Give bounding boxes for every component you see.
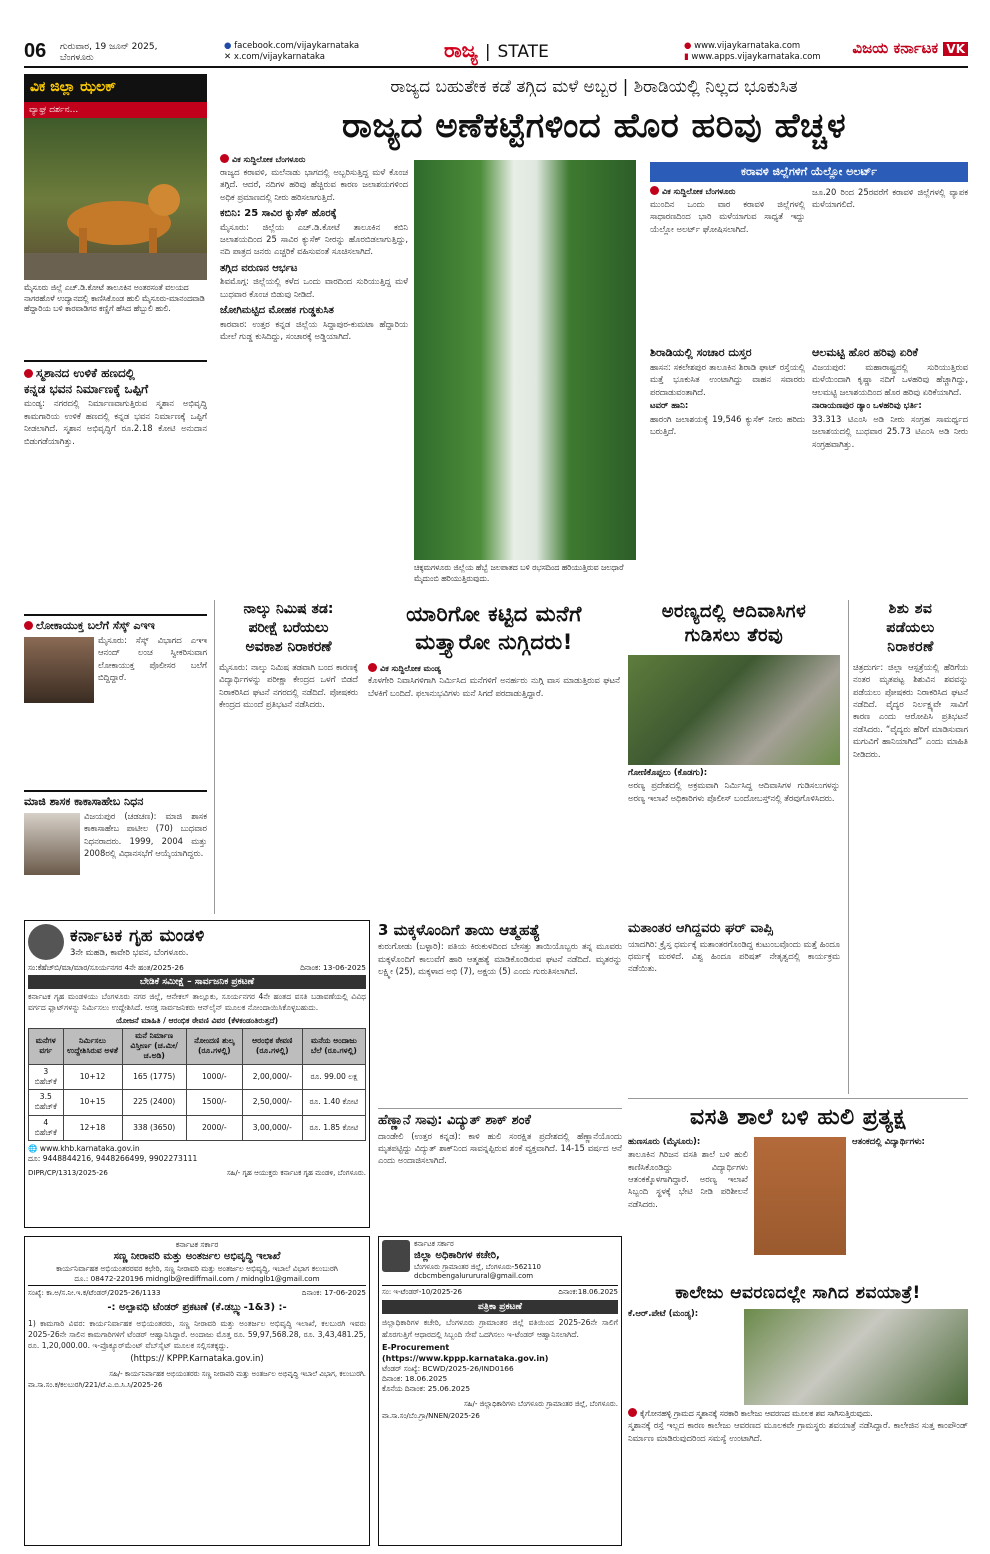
tiger-headline: ವಸತಿ ಶಾಲೆ ಬಳಿ ಹುಲಿ ಪ್ರತ್ಯಕ್ಷ xyxy=(690,1105,906,1130)
housing-col-header: ಮನೆಗಳ ವರ್ಗ xyxy=(29,1028,64,1064)
shiradi-paragraph-2: ಹಾರಂಗಿ ಜಲಾಶಯಕ್ಕೆ 19,546 ಕ್ಯುಸೆಕ್ ನೀರು ಹರಿದು ಬರುತ್ತಿದೆ. xyxy=(650,413,805,437)
tender-subtitle: ಕಾರ್ಯನಿರ್ವಾಹಕ ಅಭಿಯಂತರರವರ ಕಛೇರಿ, ಸಣ್ಣ ನೀರಾವರಿ ಮತ್ತು ಅಂತರ್ಜಲ ಅಭಿವೃದ್ಧಿ, ಇಬಾಲೆ ವಿಭಾಗ ಕಲುಬುರಗಿ xyxy=(56,1263,338,1273)
tender-website[interactable]: (https:// KPPP.Karnataka.gov.in) xyxy=(130,1354,264,1365)
lead-sub-3: ಜೋಗಿಮಟ್ಟಿದ ಮೋಹಕ ಗುಡ್ಡಕುಸಿತ xyxy=(220,305,334,317)
mother-body: ಕುರುಗೋಡು (ಬಳ್ಳಾರಿ): ಪತಿಯ ಕಿರುಕುಳದಿಂದ ಬೇಸತ್ತು ತಾಯಿಯೊಬ್ಬರು ತನ್ನ ಮೂವರು ಮಕ್ಕಳೊಂದಿಗೆ ಕಾಲುವೆಗೆ ಹಾರಿ ಆತ್ಮಹತ್ಯೆ ಮಾಡಿಕೊಂಡಿರುವ ಘಟನೆ ನಡೆದಿದೆ. ಮೃತರನ್ನು ಲಕ್ಷ್ಮೀ (25), ಮಕ್ಕಳಾದ ಅಭಿ (7), ಅಕ್ಷಯ (5) ಎಂದು ಗುರುತಿಸಲಾಗಿದೆ. xyxy=(378,941,622,977)
shiradi-headline: ಶಿರಾಡಿಯಲ್ಲಿ ಸಂಚಾರ ದುಸ್ತರ xyxy=(650,346,752,359)
housing-notice: ಬೇಡಿಕೆ ಸಮೀಕ್ಷೆ – ಸಾರ್ವಜನಿಕ ಪ್ರಕಟಣೆ xyxy=(28,975,366,989)
housing-table-cell: 12+18 xyxy=(63,1115,122,1141)
facebook-icon: ● xyxy=(224,41,232,51)
housing-table-cell: ರೂ. 1.40 ಕೋಟಿ xyxy=(302,1090,365,1116)
shiradi-story xyxy=(650,346,805,594)
page-number: 06 xyxy=(24,40,47,62)
housing-table-cell: 338 (3650) xyxy=(122,1115,186,1141)
forest-story xyxy=(628,600,840,914)
housing-ref: ಸಂ:ಕೆಹೆಚ್‌ಬಿ/ಮಾ/ಮಾರ/ಸೂರ್ಯನಗರ 4ನೇ ಹಂತ/2025-26 xyxy=(28,963,184,972)
funeral-caption xyxy=(628,1408,968,1420)
kannada-bhavan-story xyxy=(24,360,207,608)
dam-paragraph-1: ವಿಜಯಪುರ: ಮಹಾರಾಷ್ಟ್ರದಲ್ಲಿ ಸುರಿಯುತ್ತಿರುವ ಮಳೆಯಿಂದಾಗಿ ಕೃಷ್ಣಾ ನದಿಗೆ ಒಳಹರಿವು ಹೆಚ್ಚಾಗಿದ್ದು, ಆಲಮಟ್ಟಿ ಜಲಾಶಯದಿಂದ ಹೊರ ಹರಿವು ಏರಿಕೆಯಾಗಿದೆ. xyxy=(812,361,968,397)
housing-table-cell: 1500/- xyxy=(186,1090,242,1116)
housing-col-header: ನಿರ್ಮಿಸಲು ಉದ್ದೇಶಿಸಿರುವ ಅಳತೆ xyxy=(63,1028,122,1064)
housing-table-row xyxy=(29,1115,366,1141)
lokayukta-photo xyxy=(24,637,94,703)
housing-table-cell: ರೂ. 99.00 ಲಕ್ಷ xyxy=(302,1064,365,1090)
housing-dipr: DIPR/CP/1313/2025-26 xyxy=(28,1168,108,1177)
bullet-icon xyxy=(24,621,33,630)
conversion-story xyxy=(628,920,840,1106)
housing-signature: ಸಹಿ/- ಗೃಹ ಆಯುಕ್ತರು ಕರ್ನಾಟಕ ಗೃಹ ಮಂಡಳಿ, ಬೆಂಗಳೂರು. xyxy=(226,1168,366,1177)
kb-headline-1 xyxy=(24,365,207,381)
web-links xyxy=(684,41,821,64)
lead-paragraph-3: ಶಿವಮೊಗ್ಗ: ಜಿಲ್ಲೆಯಲ್ಲಿ ಕಳೆದ ಒಂದು ವಾರದಿಂದ ಸುರಿಯುತ್ತಿದ್ದ ಮಳೆ ಬುಧವಾರ ಕೊಂಚ ಬಿಡುವು ನೀಡಿದೆ. xyxy=(220,276,408,299)
housing-table-row xyxy=(29,1064,366,1090)
housing-table-cell: 3 ಬಿಹೆಚ್‌ಕೆ xyxy=(29,1064,64,1090)
infant-headline-1: ಶಿಶು ಶವ xyxy=(888,601,933,617)
elephant-story xyxy=(378,1108,622,1226)
dc-date: ದಿನಾಂಕ:18.06.2025 xyxy=(558,1287,618,1296)
housing-website[interactable]: www.khb.karnataka.gov.in xyxy=(39,1144,140,1154)
tender-ref: ಸಂಖ್ಯೆ: ಕಾ.ಅ/ಸ.ನೀ.ಇ.ಕ/ಟೆಂಡರ್/2025-26/1133 xyxy=(28,1288,161,1298)
elephant-headline: ಹೆಣ್ಣಾನೆ ಸಾವು: ವಿದ್ಯುತ್ ಶಾಕ್ ಶಂಕೆ xyxy=(378,1113,531,1128)
jhalak-caption: ಮೈಸೂರು ಜಿಲ್ಲೆ ಎಚ್.ಡಿ.ಕೋಟೆ ತಾಲೂಕಿನ ಅಂತರಸಂತೆ ವಲಯದ ನಾಗರಹೊಳೆ ಉದ್ಯಾನದಲ್ಲಿ ಕಾಣಿಸಿಕೊಂಡ ಹುಲಿ ಮೈಸೂರು-ಮಾನಂದವಾಡಿ ಹೆದ್ದಾರಿಯ ಬಳಿ ಕಾರವಾಡಿಗರ ಕಣ್ಣಿಗೆ ಹೆಸಿದ ಹೆಬ್ಬುಲಿ ಹುಲಿ. xyxy=(24,283,205,314)
exam-body: ಮೈಸೂರು: ನಾಲ್ಕು ನಿಮಿಷ ತಡವಾಗಿ ಬಂದ ಕಾರಣಕ್ಕೆ ವಿದ್ಯಾರ್ಥಿಗಳನ್ನು ಪರೀಕ್ಷಾ ಕೇಂದ್ರದ ಒಳಗೆ ಬಿಡದೆ ನಿರಾಕರಿಸಿದ ಘಟನೆ ನಗರದಲ್ಲಿ ನಡೆದಿದೆ. ಪೋಷಕರು ಕೇಂದ್ರದ ಮುಂದೆ ಪ್ರತಿಭಟನೆ ನಡೆಸಿದರು. xyxy=(219,661,358,709)
exam-headline-2: ಪರೀಕ್ಷೆ ಬರೆಯಲು xyxy=(248,619,329,636)
funeral-dateline: ಕೆ.ಆರ್.ಪೇಟೆ (ಮಂಡ್ಯ): xyxy=(628,1308,699,1319)
dc-line-3: ಕೊನೆಯ ದಿನಾಂಕ: 25.06.2025 xyxy=(382,1384,471,1394)
tiger-illustration xyxy=(24,118,207,280)
kb-headline-2: ಕನ್ನಡ ಭವನ ನಿರ್ಮಾಣಕ್ಕೆ ಒಪ್ಪಿಗೆ xyxy=(24,382,149,397)
housing-emblem-icon xyxy=(28,924,64,960)
forest-photo xyxy=(628,655,840,765)
date-text: ಗುರುವಾರ, 19 ಜೂನ್ 2025, xyxy=(60,42,158,52)
housing-col-header: ಆರಂಭಿಕ ಠೇವಣಿ (ರೂ.ಗಳಲ್ಲಿ) xyxy=(242,1028,302,1064)
jhalak-tag xyxy=(24,74,207,102)
social-links xyxy=(224,41,359,64)
housing-table-cell: 1000/- xyxy=(186,1064,242,1090)
dam-paragraph-2: 33.313 ಟಿಎಂಸಿ ಅಡಿ ನೀರು ಸಂಗ್ರಹ ಸಾಮರ್ಥ್ಯದ ಜಲಾಶಯದಲ್ಲಿ ಬುಧವಾರ 25.73 ಟಿಎಂಸಿ ಅಡಿ ನೀರು ಸಂಗ್ರಹವಾಗಿತ್ತು. xyxy=(812,413,968,449)
alert-bar-text: ಕರಾವಳಿ ಜಿಲ್ಲೆಗಳಿಗೆ ಯೆಲ್ಲೋ ಅಲರ್ಟ್ xyxy=(650,162,968,182)
conversion-headline: ಮತಾಂತರ ಆಗಿದ್ದವರು ಘರ್ ವಾಪ್ಸಿ xyxy=(628,921,773,936)
tiger-body: ತಾಲೂಕಿನ ಗಿರಿಜನ ವಸತಿ ಶಾಲೆ ಬಳಿ ಹುಲಿ ಕಾಣಿಸಿಕೊಂಡಿದ್ದು ವಿದ್ಯಾರ್ಥಿಗಳು ಆತಂಕಕ್ಕೊಳಗಾಗಿದ್ದಾರೆ. ಅರಣ್ಯ ಇಲಾಖೆ ಸಿಬ್ಬಂದಿ ಸ್ಥಳಕ್ಕೆ ಭೇಟಿ ನೀಡಿ ಪರಿಶೀಲನೆ ನಡೆಸಿದರು. xyxy=(628,1149,748,1209)
dc-notice: ಪತ್ರಿಕಾ ಪ್ರಕಟಣೆ xyxy=(382,1300,618,1314)
alert-col-2 xyxy=(812,186,968,336)
lokayukta-headline: ಲೋಕಾಯುಕ್ತ ಬಲೆಗೆ ಸೆಸ್ಕ್ ಎಇಇ xyxy=(36,619,155,632)
housing-table xyxy=(28,1028,366,1141)
lokayukta-body: ಮೈಸೂರು: ಸೆಸ್ಕ್ ವಿಭಾಗದ ಎಇಇ ಆನಂದ್ ಲಂಚ ಸ್ವೀಕರಿಸುವಾಗ ಲೋಕಾಯುಕ್ತ ಪೊಲೀಸರ ಬಲೆಗೆ ಬಿದ್ದಿದ್ದಾರೆ. xyxy=(98,634,207,683)
dc-ref2: ವಾ.ಸಾ.ಸಂ/ಬೆಂ.ಗ್ರಾ/NNEN/2025-26 xyxy=(382,1411,480,1420)
conversion-body: ಯಾದಗಿರಿ: ಕ್ರೈಸ್ತ ಧರ್ಮಕ್ಕೆ ಮತಾಂತರಗೊಂಡಿದ್ದ ಕುಟುಂಬವೊಂದು ಮತ್ತೆ ಹಿಂದೂ ಧರ್ಮಕ್ಕೆ ಮರಳಿದೆ. ವಿಶ್ವ ಹಿಂದೂ ಪರಿಷತ್ ನೇತೃತ್ವದಲ್ಲಿ ಕಾರ್ಯಕ್ರಮ ನಡೆಯಿತು. xyxy=(628,938,840,974)
obituary-photo xyxy=(24,813,80,875)
forest-headline-2: ಗುಡಿಸಲು ತೆರವು xyxy=(684,625,784,647)
tender-ref2: ವಾ.ಸಾ.ಸಂ.ಕ/ಕಲಬುರಗಿ/221/ಟೆ.ಎ.ಬಿ.ಸಿ.ಸಿ/2025-26 xyxy=(28,1381,163,1390)
tender-body: 1) ಕಾಮಗಾರಿ ವಿವರ: ಕಾರ್ಯನಿರ್ವಾಹಕ ಅಭಿಯಂತರರು, ಸಣ್ಣ ನೀರಾವರಿ ಮತ್ತು ಅಂತರ್ಜಲ ಅಭಿವೃದ್ಧಿ ಇಲಾಖೆ, ಕಲಬುರಗಿ ಇವರು 2025-26ನೇ ಸಾಲಿನ ಕಾಮಗಾರಿಗಳಿಗೆ ಟೆಂಡರ್ ಆಹ್ವಾನಿಸಿದ್ದಾರೆ. ಅಂದಾಜು ಮೊತ್ತ ರೂ. 59,97,568.28, ರೂ. 3,43,481.25, ರೂ. 1,20,000.00. ಇ-ಪ್ರೊಕ್ಯೂರ್‌ಮೆಂಟ್ ವೆಬ್‌ಸೈಟ್ ಮೂಲಕ ಸಲ್ಲಿಸತಕ್ಕದ್ದು. xyxy=(28,1318,366,1351)
housing-col-header: ನೋಂದಣಿ ಶುಲ್ಕ (ರೂ.ಗಳಲ್ಲಿ) xyxy=(186,1028,242,1064)
jhalak-strip: ವ್ಯಾಘ್ರ ದರ್ಶನ... xyxy=(24,102,207,118)
funeral-story xyxy=(628,1282,968,1544)
bullet-icon xyxy=(650,186,659,195)
brand-logo xyxy=(852,39,968,57)
housing-table-row xyxy=(29,1090,366,1116)
housing-table-cell: 3.5 ಬಿಹೆಚ್‌ಕೆ xyxy=(29,1090,64,1116)
shiradi-paragraph-1: ಹಾಸನ: ಸಕಲೇಶಪುರ ತಾಲೂಕಿನ ಶಿರಾಡಿ ಘಾಟ್ ರಸ್ತೆಯಲ್ಲಿ ಮತ್ತೆ ಭೂಕುಸಿತ ಉಂಟಾಗಿದ್ದು ವಾಹನ ಸವಾರರು ಪರದಾಡುವಂತಾಗಿದೆ. xyxy=(650,361,805,397)
exam-headline-3: ಅವಕಾಶ ನಿರಾಕರಣೆ xyxy=(245,638,332,655)
lead-headline: ರಾಜ್ಯದ ಅಣೆಕಟ್ಟೆಗಳಿಂದ ಹೊರ ಹರಿವು ಹೆಚ್ಚಳ xyxy=(341,106,847,146)
website-link[interactable] xyxy=(684,41,821,52)
funeral-body: ಸ್ಮಶಾನಕ್ಕೆ ರಸ್ತೆ ಇಲ್ಲದ ಕಾರಣ ಕಾಲೇಜು ಆವರಣದ ಮೂಲಕವೇ ಗ್ರಾಮಸ್ಥರು ಶವಯಾತ್ರೆ ನಡೆಸಿದ್ದಾರೆ. ಕಾಲೇಜಿನ ಸುತ್ತ ಕಾಂಪೌಂಡ್ ನಿರ್ಮಾಣ ಮಾಡಿರುವುದರಿಂದ ಸಮಸ್ಯೆ ಉಂಟಾಗಿದೆ. xyxy=(628,1420,968,1443)
website-url: www.vijaykarnataka.com xyxy=(694,41,801,51)
dc-email: dcbcmbengalururural@gmail.com xyxy=(414,1272,534,1281)
header-rule xyxy=(24,66,968,68)
dc-office-ad xyxy=(378,1236,622,1546)
dc-org: ಕರ್ನಾಟಕ ಸರ್ಕಾರ xyxy=(414,1240,454,1248)
housing-table-cell: ರೂ. 1.85 ಕೋಟಿ xyxy=(302,1115,365,1141)
housing-table-title: ಯೋಜನೆ ಮಾಹಿತಿ / ಆರಂಭಿಕ ಠೇವಣಿ ವಿವರ (ಕೆಳಕಂಡಂತಿರುತ್ತದೆ) xyxy=(115,1015,279,1025)
phone-icon: ▮ xyxy=(684,52,689,63)
infant-headline-3: ನಿರಾಕರಣೆ xyxy=(887,638,934,655)
alert-paragraph-2: ಜೂ.20 ರಿಂದ 25ರವರೆಗೆ ಕರಾವಳಿ ಜಿಲ್ಲೆಗಳಲ್ಲಿ ವ್ಯಾಪಕ ಮಳೆಯಾಗಲಿದೆ. xyxy=(812,187,968,210)
bullet-icon xyxy=(628,1408,637,1417)
housing-address: 3ನೇ ಮಹಡಿ, ಕಾವೇರಿ ಭವನ, ಬೆಂಗಳೂರು. xyxy=(70,947,189,958)
jhalak-tag-text: ವಿಕ ಜಿಲ್ಲಾ ಝಲಕ್ xyxy=(30,79,117,95)
lead-paragraph-1: ರಾಜ್ಯದ ಕರಾವಳಿ, ಮಲೆನಾಡು ಭಾಗದಲ್ಲಿ ಅಬ್ಬರಿಸುತ್ತಿದ್ದ ಮಳೆ ಕೊಂಚ ತಗ್ಗಿದೆ. ಆದರೆ, ನದಿಗಳ ಹರಿವು ಹೆಚ್ಚಿರುವ ಕಾರಣ ಜಲಾಶಯಗಳಿಂದ ಅಧಿಕ ಪ್ರಮಾಣದಲ್ಲಿ ನೀರು ಹರಿಸಲಾಗುತ್ತಿದೆ. xyxy=(220,166,408,202)
header-date xyxy=(60,42,157,65)
kb-headline-1-text: ಸ್ಮಶಾನದ ಉಳಿಕೆ ಹಣದಲ್ಲಿ xyxy=(36,366,135,380)
housing-table-cell: 2,50,000/- xyxy=(242,1090,302,1116)
housing-date: ದಿನಾಂಕ: 13-06-2025 xyxy=(300,963,366,972)
funeral-caption-text: ಕೈಗೋನಹಳ್ಳಿ ಗ್ರಾಮದ ಸ್ಮಶಾನಕ್ಕೆ ಸರಕಾರಿ ಕಾಲೇಜು ಆವರಣದ ಮೂಲಕ ಶವ ಸಾಗಿಸುತ್ತಿರುವುದು. xyxy=(640,1408,873,1418)
obituary-story xyxy=(24,790,207,915)
housing-title: ಕರ್ನಾಟಕ ಗೃಹ ಮಂಡಳಿ xyxy=(70,925,205,946)
globe-icon: ● xyxy=(684,41,692,51)
dam-headline: ಆಲಮಟ್ಟಿ ಹೊರ ಹರಿವು ಏರಿಕೆ xyxy=(812,346,918,359)
funeral-headline: ಕಾಲೇಜು ಆವರಣದಲ್ಲೇ ಸಾಗಿದ ಶವಯಾತ್ರೆ! xyxy=(675,1283,921,1303)
lead-paragraph-4: ಕಾರವಾರ: ಉತ್ತರ ಕನ್ನಡ ಜಿಲ್ಲೆಯ ಸಿದ್ದಾಪುರ-ಕುಮಟಾ ಹೆದ್ದಾರಿಯ ಮೇಲೆ ಗುಡ್ಡ ಕುಸಿದಿದ್ದು, ಸಂಚಾರಕ್ಕೆ ಅಡ್ಡಿಯಾಗಿದೆ. xyxy=(220,318,408,342)
housing-table-cell: 165 (1775) xyxy=(122,1064,186,1090)
lead-byline: ವಿಕ ಸುದ್ದಿಲೋಕ ಬೆಂಗಳೂರು xyxy=(232,155,306,164)
tiger-dateline: ಹುಣಸೂರು (ಮೈಸೂರು): xyxy=(628,1136,701,1147)
facebook-link[interactable] xyxy=(224,41,359,52)
dc-body: ಜಿಲ್ಲಾಧಿಕಾರಿಗಳ ಕಚೇರಿ, ಬೆಂಗಳೂರು ಗ್ರಾಮಾಂತರ ಜಿಲ್ಲೆ ವತಿಯಿಂದ 2025-26ನೇ ಸಾಲಿಗೆ ಹೊರಗುತ್ತಿಗೆ ಆಧಾರದಲ್ಲಿ ಸಿಬ್ಬಂದಿ ಸೇವೆ ಒದಗಿಸಲು ಇ-ಟೆಂಡರ್ ಆಹ್ವಾನಿಸಲಾಗಿದೆ. xyxy=(382,1318,618,1339)
house-byline: ವಿಕ ಸುದ್ದಿಲೋಕ ಮಂಡ್ಯ xyxy=(380,663,441,673)
forest-headline-1: ಅರಣ್ಯದಲ್ಲಿ ಆದಿವಾಸಿಗಳ xyxy=(661,601,807,622)
brand-name: ವಿಜಯ ಕರ್ನಾಟಕ xyxy=(852,39,939,57)
x-url: x.com/vijaykarnataka xyxy=(233,52,326,63)
lead-sub-1: ಕಬಿನಿ: 25 ಸಾವಿರ ಕ್ಯುಸೆಕ್ ಹೊರಕ್ಕೆ xyxy=(220,208,337,220)
dc-signature: ಸಹಿ/- ಜಿಲ್ಲಾಧಿಕಾರಿಗಳು ಬೆಂಗಳೂರು ಗ್ರಾಮಾಂತರ ಜಿಲ್ಲೆ, ಬೆಂಗಳೂರು. xyxy=(463,1400,618,1409)
apps-url: www.apps.vijaykarnataka.com xyxy=(691,52,821,63)
kb-body: ಮಂಡ್ಯ: ನಗರದಲ್ಲಿ ನಿರ್ಮಾಣವಾಗುತ್ತಿರುವ ಸ್ಮಶಾನ ಅಭಿವೃದ್ಧಿ ಕಾಮಗಾರಿಯ ಉಳಿಕೆ ಹಣದಲ್ಲಿ ಕನ್ನಡ ಭವನ ನಿರ್ಮಾಣಕ್ಕೆ ಒಪ್ಪಿಗೆ ನೀಡಲಾಗಿದೆ. ಸ್ಮಶಾನ ಅಭಿವೃದ್ಧಿಗೆ ರೂ.2.18 ಕೋಟಿ ಅನುದಾನ ಬಿಡುಗಡೆಯಾಗಿತ್ತು. xyxy=(24,398,207,446)
forest-body: ಅರಣ್ಯ ಪ್ರದೇಶದಲ್ಲಿ ಅಕ್ರಮವಾಗಿ ನಿರ್ಮಿಸಿದ್ದ ಆದಿವಾಸಿಗಳ ಗುಡಿಸಲುಗಳನ್ನು ಅರಣ್ಯ ಇಲಾಖೆ ಅಧಿಕಾರಿಗಳು ಪೊಲೀಸ್ ಬಂದೋಬಸ್ತ್‌ನಲ್ಲಿ ತೆರವುಗೊಳಿಸಿದರು. xyxy=(628,780,840,803)
housing-website-line: 🌐 www.khb.karnataka.gov.in xyxy=(28,1144,140,1154)
x-icon: ✕ xyxy=(224,52,232,63)
house-headline-2: ಮತ್ತ್ಯಾರೋ ನುಗ್ಗಿದರು! xyxy=(415,630,573,655)
tender-contact: ದೂ.: 08472-220196 midnglb@rediffmail.com / midnglb1@gmail.com xyxy=(28,1274,366,1287)
housing-col-header: ಮನೆ ನಿರ್ಮಾಣ ವಿಸ್ತೀರ್ಣ (ಚ.ಮೀ/ಚ.ಅಡಿ) xyxy=(122,1028,186,1064)
tender-signature: ಸಹಿ/- ಕಾರ್ಯನಿರ್ವಾಹಕ ಅಭಿಯಂತರರು ಸಣ್ಣ ನೀರಾವರಿ ಮತ್ತು ಅಂತರ್ಜಲ ಅಭಿವೃದ್ಧಿ ಇಬಾಲೆ ವಿಭಾಗ, ಕಲುಬುರಗಿ. xyxy=(109,1369,366,1378)
housing-table-cell: 2,00,000/- xyxy=(242,1064,302,1090)
dc-eproc: E-Procurement xyxy=(382,1342,450,1352)
dam-story xyxy=(812,346,968,594)
lokayukta-story xyxy=(24,614,207,784)
house-body: ಕೊಳಗೇರಿ ನಿವಾಸಿಗಳಿಗಾಗಿ ನಿರ್ಮಿಸಿದ ಮನೆಗಳಿಗೆ ಅನರ್ಹರು ನುಗ್ಗಿ ವಾಸ ಮಾಡುತ್ತಿರುವ ಘಟನೆ ಬೆಳಕಿಗೆ ಬಂದಿದೆ. ಫಲಾನುಭವಿಗಳು ಮನೆ ಸಿಗದೆ ಪರದಾಡುತ್ತಿದ್ದಾರೆ. xyxy=(368,675,620,698)
tender-ad xyxy=(24,1236,370,1546)
bullet-icon xyxy=(368,663,377,672)
infant-story xyxy=(848,600,968,1094)
lead-kicker: ರಾಜ್ಯದ ಬಹುತೇಕ ಕಡೆ ತಗ್ಗಿದ ಮಳೆ ಅಬ್ಬರ | ಶಿರಾಡಿಯಲ್ಲಿ ನಿಲ್ಲದ ಭೂಕುಸಿತ xyxy=(390,77,798,97)
waterfall-caption: ಚಿಕ್ಕಮಗಳೂರು ಜಿಲ್ಲೆಯ ಹೆಬ್ಬೆ ಜಲಪಾತದ ಬಳಿ ರಭಸದಿಂದ ಹರಿಯುತ್ತಿರುವ ಜಲಧಾರೆ ಮೈದುಂಬಿ ಹರಿಯುತ್ತಿರುವುದು. xyxy=(414,563,624,583)
page-header xyxy=(24,38,968,64)
obituary-body: ವಿಜಯಪುರ (ಚಡಚಣ): ಮಾಜಿ ಶಾಸಕ ಕಾಕಾಸಾಹೇಬ ಪಾಟೀಲ (70) ಬುಧವಾರ ನಿಧನರಾದರು. 1999, 2004 ಮತ್ತು 2008ರಲ್ಲಿ ವಿಧಾನಸಭೆಗೆ ಆಯ್ಕೆಯಾಗಿದ್ದರು. xyxy=(84,810,207,859)
housing-phones: ದೂ: 9448844216, 9448266499, 9902273111 xyxy=(28,1154,198,1164)
section-kn: ರಾಜ್ಯ xyxy=(444,38,478,62)
housing-col-header: ಮನೆಯ ಅಂದಾಜು ಬೆಲೆ (ರೂ.ಗಳಲ್ಲಿ) xyxy=(302,1028,365,1064)
housing-table-cell: 10+15 xyxy=(63,1090,122,1116)
dc-title: ಜಿಲ್ಲಾ ಅಧಿಕಾರಿಗಳ ಕಚೇರಿ, xyxy=(414,1250,500,1262)
housing-table-cell: 2000/- xyxy=(186,1115,242,1141)
pugmark-photo xyxy=(754,1137,846,1255)
city-text: ಬೆಂಗಳೂರು xyxy=(60,53,94,64)
elephant-body: ದಾಂಡೇಲಿ (ಉತ್ತರ ಕನ್ನಡ): ಕಾಳಿ ಹುಲಿ ಸಂರಕ್ಷಿತ ಪ್ರದೇಶದಲ್ಲಿ ಹೆಣ್ಣಾನೆಯೊಂದು ಮೃತಪಟ್ಟಿದ್ದು ವಿದ್ಯುತ್ ಶಾಕ್‌ನಿಂದ ಸಾವನ್ನಪ್ಪಿರುವ ಶಂಕೆ ವ್ಯಕ್ತವಾಗಿದೆ. 14-15 ವರ್ಷದ ಆನೆ ಎಂದು ಅಂದಾಜಿಸಲಾಗಿದೆ. xyxy=(378,1130,622,1166)
exam-headline-1: ನಾಲ್ಕು ನಿಮಿಷ ತಡ: xyxy=(243,601,334,617)
tiger-photo xyxy=(24,118,207,280)
alert-paragraph-1: ಮುಂದಿನ ಒಂದು ವಾರ ಕರಾವಳಿ ಜಿಲ್ಲೆಗಳಲ್ಲಿ ಸಾಧಾರಣದಿಂದ ಭಾರಿ ಮಳೆಯಾಗುವ ಸಾಧ್ಯತೆ ಇದ್ದು ಯೆಲ್ಲೋ ಅಲರ್ಟ್ ಘೋಷಿಸಲಾಗಿದೆ. xyxy=(650,198,805,234)
dc-line-1: ಟೆಂಡರ್ ಸಂಖ್ಯೆ: BCWD/2025-26/IND0166 xyxy=(382,1364,514,1374)
house-story xyxy=(368,600,620,914)
mother-headline: 3 ಮಕ್ಕಳೊಂದಿಗೆ ತಾಯಿ ಆತ್ಮಹತ್ಯೆ xyxy=(378,921,541,939)
housing-table-cell: 3,00,000/- xyxy=(242,1115,302,1141)
infant-headline-2: ಪಡೆಯಲು xyxy=(886,619,935,636)
bullet-icon xyxy=(220,154,229,163)
lead-sub-2: ತಗ್ಗಿದ ವರುಣನ ಆರ್ಭಟ xyxy=(220,262,298,274)
dam-sub: ನಾರಾಯಣಪುರ ಡ್ಯಾಂ ಒಳಹರಿವು ಭರ್ತಿ: xyxy=(812,401,922,412)
tender-date: ದಿನಾಂಕ: 17-06-2025 xyxy=(301,1288,366,1298)
dc-line-2: ದಿನಾಂಕ: 18.06.2025 xyxy=(382,1374,448,1384)
exam-story xyxy=(214,600,358,914)
alert-col-1 xyxy=(650,186,805,336)
tender-org: ಕರ್ನಾಟಕ ಸರ್ಕಾರ xyxy=(175,1240,219,1249)
tender-title: ಸಣ್ಣ ನೀರಾವರಿ ಮತ್ತು ಅಂತರ್ಜಲ ಅಭಿವೃದ್ಧಿ ಇಲಾಖೆ xyxy=(113,1251,281,1263)
funeral-photo xyxy=(744,1309,968,1405)
bullet-icon xyxy=(24,369,33,378)
mother-story xyxy=(378,920,622,1106)
infant-body: ಚಿತ್ರದುರ್ಗ: ಜಿಲ್ಲಾ ಆಸ್ಪತ್ರೆಯಲ್ಲಿ ಹೆರಿಗೆಯ ನಂತರ ಮೃತಪಟ್ಟ ಶಿಶುವಿನ ಶವವನ್ನು ಪಡೆಯಲು ಪೋಷಕರು ನಿರಾಕರಿಸಿದ ಘಟನೆ ನಡೆದಿದೆ. ವೈದ್ಯರ ನಿರ್ಲಕ್ಷ್ಯವೇ ಸಾವಿಗೆ ಕಾರಣ ಎಂದು ಆರೋಪಿಸಿ ಪ್ರತಿಭಟನೆ ನಡೆಸಿದರು. “ವೈದ್ಯರು ಹೆರಿಗೆ ಮಾಡಿಸುವಾಗ ಮಗುವಿಗೆ ಹಾನಿಯಾಗಿದೆ” ಎಂದು ಮಾಹಿತಿ ನೀಡಿದರು. xyxy=(853,661,968,759)
lead-body xyxy=(220,154,408,594)
alert-bar xyxy=(650,162,968,182)
housing-table-cell: 4 ಬಿಹೆಚ್‌ಕೆ xyxy=(29,1115,64,1141)
dc-ref: ಸಂ: ಇ-ಟೆಂಡರ್-10/2025-26 xyxy=(382,1287,462,1296)
housing-table-cell: 225 (2400) xyxy=(122,1090,186,1116)
section-en: STATE xyxy=(497,42,549,62)
jhalak-box xyxy=(24,74,207,354)
housing-body: ಕರ್ನಾಟಕ ಗೃಹ ಮಂಡಳಿಯು ಬೆಂಗಳೂರು ನಗರ ಜಿಲ್ಲೆ, ಆನೇಕಲ್ ತಾಲ್ಲೂಕು, ಸೂರ್ಯನಗರ 4ನೇ ಹಂತದ ವಸತಿ ಬಡಾವಣೆಯಲ್ಲಿ ವಿವಿಧ ವರ್ಗದ ಫ್ಲಾಟ್‌ಗಳನ್ನು ನಿರ್ಮಿಸಲು ಉದ್ದೇಶಿಸಿದೆ. ಆಸಕ್ತ ಸಾರ್ವಜನಿಕರು ಆನ್‌ಲೈನ್ ಮೂಲಕ ನೋಂದಾಯಿಸಿಕೊಳ್ಳಬಹುದು. xyxy=(28,992,366,1013)
housing-table-header xyxy=(29,1028,366,1064)
house-headline-1: ಯಾರಿಗೋ ಕಟ್ಟಿದ ಮನೆಗೆ xyxy=(406,602,582,626)
obituary-headline: ಮಾಜಿ ಶಾಸಕ ಕಾಕಾಸಾಹೇಬ ನಿಧನ xyxy=(24,795,144,808)
tender-notice: -: ಅಲ್ಪಾವಧಿ ಟೆಂಡರ್ ಪ್ರಕಟಣೆ (ಕೆ.ಡಬ್ಲ್ಯು-1&3) :- xyxy=(107,1302,287,1314)
x-link[interactable] xyxy=(224,52,359,63)
waterfall-photo xyxy=(414,160,636,560)
apps-link[interactable] xyxy=(684,52,821,63)
tiger-story xyxy=(628,1098,968,1276)
housing-table-cell: 10+12 xyxy=(63,1064,122,1090)
forest-dateline: ಗೋಣಿಕೊಪ್ಪಲು (ಕೊಡಗು): xyxy=(628,767,708,778)
dc-website[interactable]: (https://www.kppp.karnataka.gov.in) xyxy=(382,1353,549,1363)
govt-emblem-icon xyxy=(382,1240,410,1272)
tiger-sub: ಆತಂಕದಲ್ಲಿ ವಿದ್ಯಾರ್ಥಿಗಳು: xyxy=(852,1136,925,1147)
alert-byline: ವಿಕ ಸುದ್ದಿಲೋಕ ಬೆಂಗಳೂರು xyxy=(662,187,736,196)
facebook-url: facebook.com/vijaykarnataka xyxy=(234,41,360,51)
shiradi-sub: ಟವರ್ ಹಾನಿ: xyxy=(650,401,689,412)
section-title: ರಾಜ್ಯ | STATE xyxy=(444,38,549,62)
lead-paragraph-2: ಮೈಸೂರು: ಜಿಲ್ಲೆಯ ಎಚ್.ಡಿ.ಕೋಟೆ ತಾಲೂಕಿನ ಕಬಿನಿ ಜಲಾಶಯದಿಂದ 25 ಸಾವಿರ ಕ್ಯುಸೆಕ್ ನೀರನ್ನು ಹೊರಬಿಡಲಾಗುತ್ತಿದ್ದು, ನದಿ ಪಾತ್ರದ ಜನರು ಎಚ್ಚರಿಕೆ ವಹಿಸುವಂತೆ ಸೂಚಿಸಲಾಗಿದೆ. xyxy=(220,221,408,257)
dc-address: ಬೆಂಗಳೂರು ಗ್ರಾಮಾಂತರ ಜಿಲ್ಲೆ, ಬೆಂಗಳೂರು-562110 xyxy=(414,1262,541,1271)
brand-badge: VK xyxy=(943,42,968,56)
housing-board-ad xyxy=(24,920,370,1228)
